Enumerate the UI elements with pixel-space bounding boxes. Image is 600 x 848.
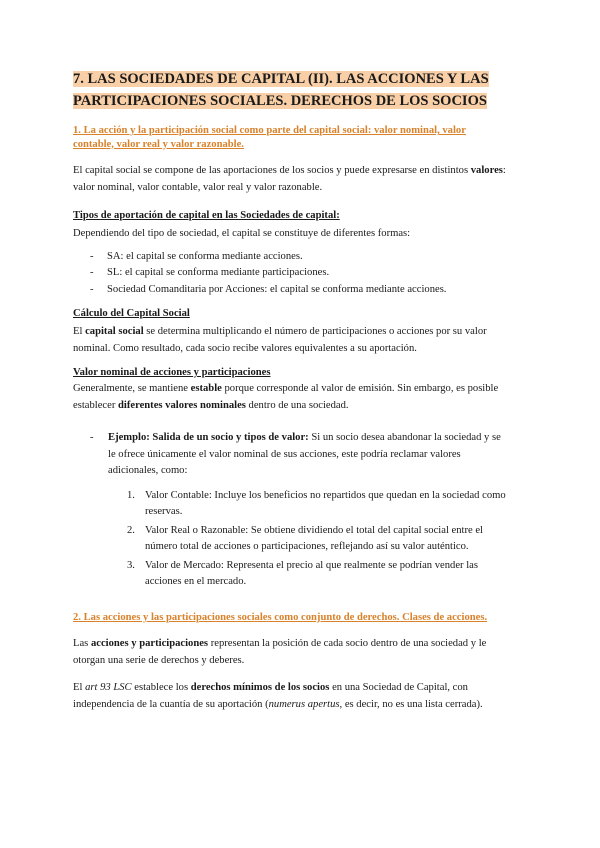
text-run: independencia de la cuantía de su aportación (: [73, 698, 269, 710]
text-run: adicionales, como:: [108, 465, 188, 476]
calculo-paragraph: [73, 324, 533, 357]
text-run: El: [73, 682, 86, 693]
calculo-heading: Cálculo del Capital Social: [73, 308, 190, 319]
text-run: Valor Contable: Incluye los beneficios no repartidos que quedan en la sociedad como: [145, 489, 506, 501]
bold-text: Ejemplo: Salida de un socio y tipos de valor:: [108, 432, 309, 443]
text-run: en una Sociedad de Capital, con: [329, 682, 468, 693]
text-run: Valor Real o Razonable: Se obtiene dividiendo el total del capital social entre el: [145, 524, 484, 536]
section-2-paragraph-2: [73, 680, 533, 713]
valor-nominal-heading: Valor nominal de acciones y participaciones: [73, 367, 271, 378]
text-run: El capital social se compone de las aportaciones de los socios y puede expresarse en distintos: [73, 165, 471, 176]
tipos-list: [73, 249, 533, 299]
text-run: Las: [73, 638, 91, 649]
list-number: 3.: [127, 559, 135, 571]
page-title: [73, 68, 533, 112]
section-1-heading-line-1: 1. La acción y la participación social como parte del capital social: valor nominal, valor: [73, 125, 466, 136]
text-run: le ofrece únicamente el valor nominal de sus acciones, este podría reclamar valores: [108, 448, 461, 460]
text-run: número total de acciones o participaciones, reflejando así su valor auténtico.: [145, 541, 469, 552]
section-1-intro: [73, 163, 533, 196]
tipos-intro: Dependiendo del tipo de sociedad, el capital se constituye de diferentes formas:: [73, 228, 411, 239]
list-item: [73, 558, 533, 591]
italic-text: numerus apertus: [268, 698, 340, 710]
section-1-heading-line-2: contable, valor real y valor razonable.: [73, 138, 244, 150]
text-run: porque corresponde al valor de emisión. Sin embargo, es posible: [221, 383, 499, 394]
ejemplo-item: [73, 430, 533, 480]
text-run: :: [502, 165, 506, 176]
text-run: se determina multiplicando el número de participaciones o acciones por su valor: [143, 326, 487, 337]
section-2-paragraph-1: [73, 636, 533, 669]
text-run: establecer: [73, 399, 118, 411]
bold-text: acciones y participaciones: [90, 638, 209, 649]
italic-text: art 93 LSC: [85, 682, 132, 693]
text-run: El: [73, 326, 86, 337]
list-number: 2.: [127, 524, 135, 536]
valor-nominal-paragraph: [73, 381, 533, 414]
bold-text: diferentes valores nominales: [118, 399, 246, 411]
text-run: Valor de Mercado: Representa el precio al que realmente se podrían vender las: [145, 559, 478, 571]
text-run: dentro de una sociedad.: [245, 399, 349, 411]
text-run: Generalmente, se mantiene: [73, 383, 191, 394]
title-line-2: PARTICIPACIONES SOCIALES. DERECHOS DE LOS SOCIOS: [73, 93, 487, 109]
text-run: reservas.: [145, 506, 183, 517]
title-line-1: 7. LAS SOCIEDADES DE CAPITAL (II). LAS ACCIONES Y LAS: [73, 71, 489, 87]
bold-text: capital social: [85, 326, 144, 337]
text-run: valor nominal, valor contable, valor real y valor razonable.: [73, 181, 323, 193]
list-item: - Sociedad Comanditaria por Acciones: el capital se conforma mediante acciones.: [73, 282, 533, 299]
document-page: [73, 68, 533, 713]
text-run: nominal. Como resultado, cada socio recibe valores equivalentes a su aportación.: [73, 342, 417, 354]
ejemplo-list: [73, 488, 533, 591]
text-run: , es decir, no es una lista cerrada).: [339, 698, 483, 710]
list-item: [73, 523, 533, 556]
tipos-heading: Tipos de aportación de capital en las Sociedades de capital:: [73, 210, 340, 221]
list-item: [73, 488, 533, 521]
list-number: 1.: [127, 489, 135, 501]
bold-text: valores: [470, 165, 503, 176]
text-run: Si un socio desea abandonar la sociedad y se: [308, 432, 501, 443]
text-run: representan la posición de cada socio dentro de una sociedad y le: [208, 638, 487, 649]
text-run: otorgan una serie de derechos y deberes.: [73, 654, 245, 666]
bold-text: estable: [190, 383, 222, 394]
list-item: - SA: el capital se conforma mediante acciones.: [73, 249, 533, 266]
text-run: establece los: [131, 682, 191, 693]
section-2-heading: 2. Las acciones y las participaciones sociales como conjunto de derechos. Clases de acciones.: [73, 611, 488, 623]
dash-bullet: -: [90, 432, 94, 443]
section-1-heading: [73, 124, 533, 151]
bold-text: derechos mínimos de los socios: [190, 682, 330, 693]
list-item: - SL: el capital se conforma mediante participaciones.: [73, 265, 533, 282]
text-run: acciones en el mercado.: [145, 576, 247, 587]
